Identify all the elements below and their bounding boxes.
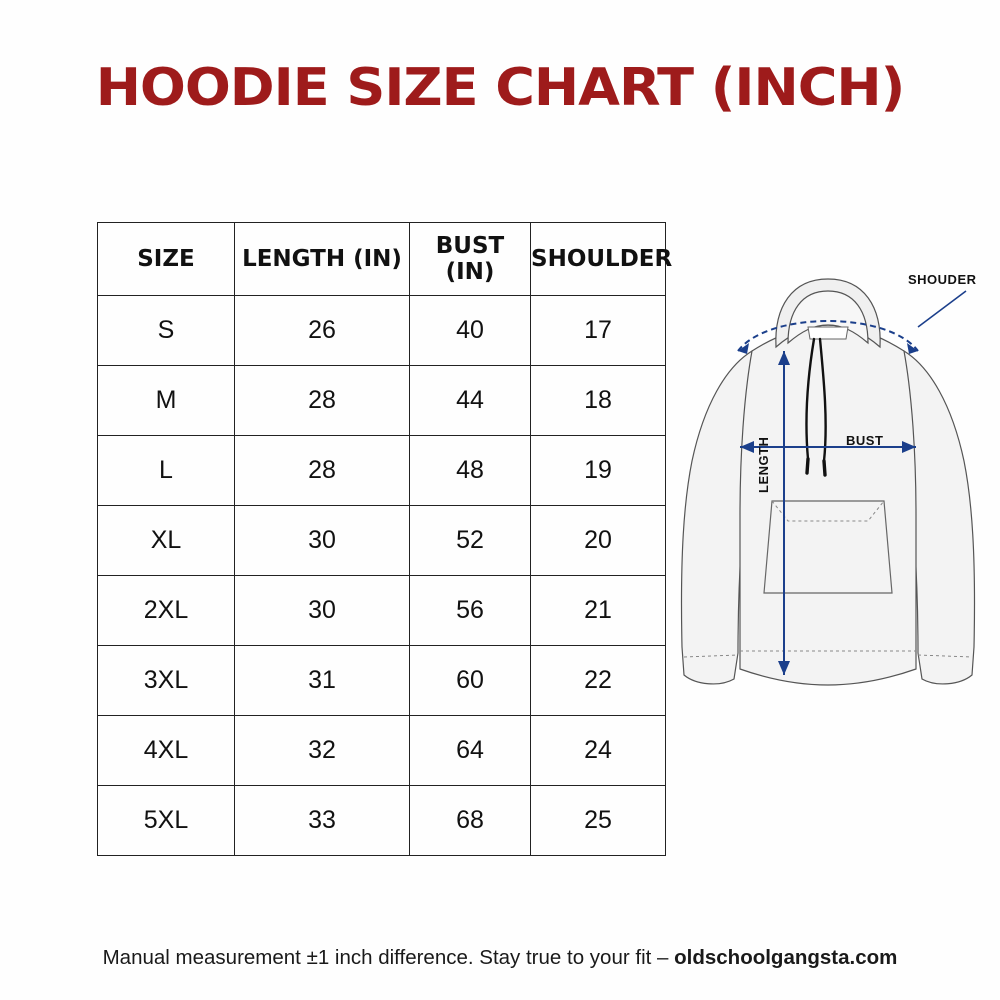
cell-length: 26 (235, 296, 410, 366)
cell-bust: 60 (410, 646, 531, 716)
cell-size: 4XL (98, 716, 235, 786)
table-row (98, 646, 666, 716)
column-header-shoulder: SHOULDER (531, 223, 666, 296)
size-chart-table-wrapper (97, 222, 673, 856)
cell-size: 3XL (98, 646, 235, 716)
table-header-row (98, 223, 666, 296)
table-row (98, 366, 666, 436)
cell-length: 30 (235, 506, 410, 576)
cell-size: L (98, 436, 235, 506)
cell-length: 30 (235, 576, 410, 646)
label-bust: BUST (846, 433, 884, 448)
cell-size: S (98, 296, 235, 366)
column-header-size: SIZE (98, 223, 235, 296)
hoodie-diagram (668, 255, 988, 725)
cell-length: 28 (235, 366, 410, 436)
cell-shoulder: 25 (531, 786, 666, 856)
page-title: HOODIE SIZE CHART (INCH) (95, 58, 905, 118)
table-row (98, 576, 666, 646)
label-length: LENGTH (756, 436, 771, 493)
cell-shoulder: 17 (531, 296, 666, 366)
label-shoulder: SHOUDER (908, 272, 977, 287)
hoodie-illustration-svg (668, 255, 988, 725)
table-row (98, 506, 666, 576)
cell-shoulder: 18 (531, 366, 666, 436)
cell-shoulder: 20 (531, 506, 666, 576)
cell-length: 28 (235, 436, 410, 506)
cell-size: 2XL (98, 576, 235, 646)
column-header-bust: BUST (IN) (410, 223, 531, 296)
size-chart-table (97, 222, 673, 856)
cell-length: 32 (235, 716, 410, 786)
table-row (98, 716, 666, 786)
cell-bust: 44 (410, 366, 531, 436)
cell-size: 5XL (98, 786, 235, 856)
cell-bust: 56 (410, 576, 531, 646)
cell-bust: 48 (410, 436, 531, 506)
cell-shoulder: 19 (531, 436, 666, 506)
column-header-length: LENGTH (IN) (235, 223, 410, 296)
table-row (98, 436, 666, 506)
cell-shoulder: 21 (531, 576, 666, 646)
brand-name: oldschoolgangsta.com (674, 946, 898, 969)
footer-text: Manual measurement ±1 inch difference. Stay true to your fit – (102, 946, 669, 969)
cell-bust: 52 (410, 506, 531, 576)
cell-shoulder: 24 (531, 716, 666, 786)
cell-length: 31 (235, 646, 410, 716)
cell-bust: 68 (410, 786, 531, 856)
cell-length: 33 (235, 786, 410, 856)
cell-size: XL (98, 506, 235, 576)
cell-bust: 40 (410, 296, 531, 366)
cell-shoulder: 22 (531, 646, 666, 716)
cell-size: M (98, 366, 235, 436)
table-row (98, 786, 666, 856)
table-row (98, 296, 666, 366)
cell-bust: 64 (410, 716, 531, 786)
footer-note (0, 946, 1000, 970)
